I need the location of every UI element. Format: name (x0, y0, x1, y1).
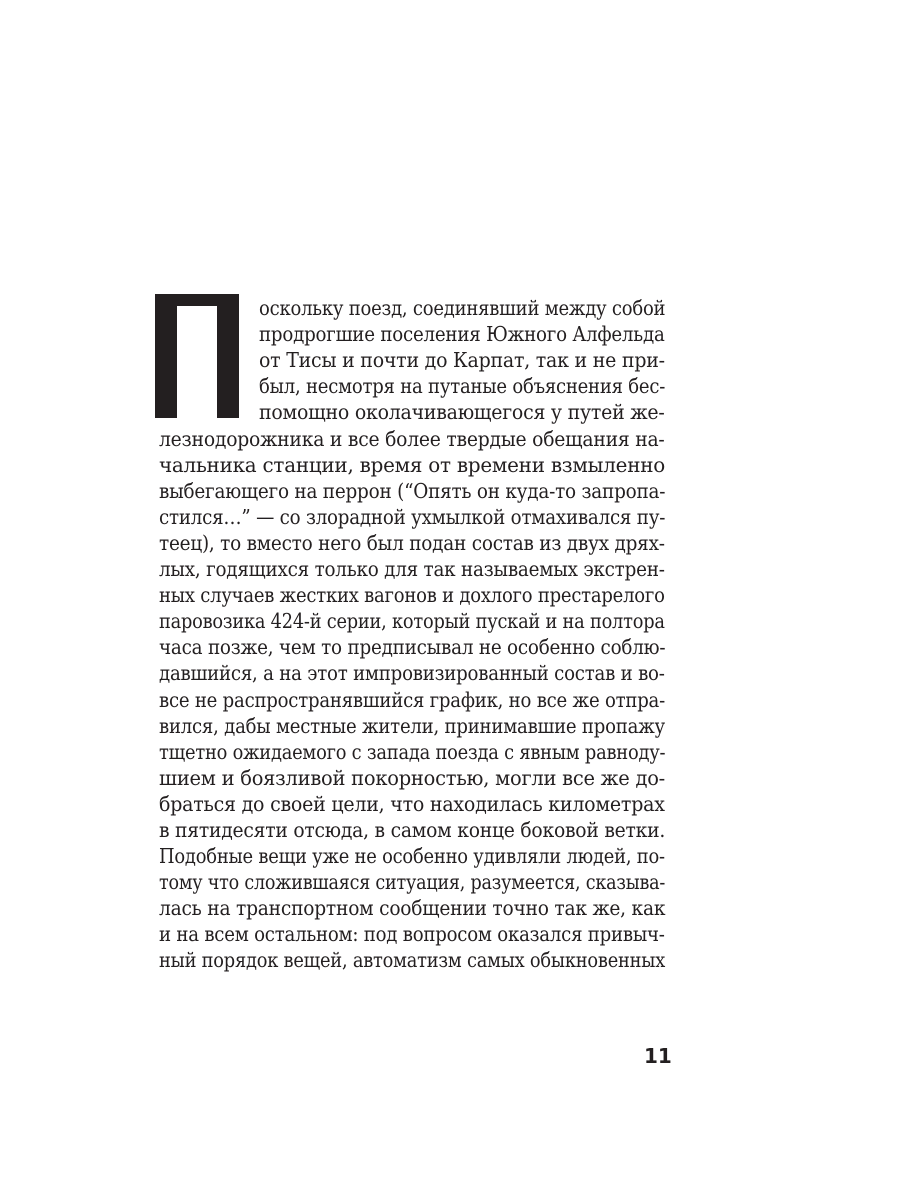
text-line: лых, годящихся только для так называемых экстрен- (159, 557, 665, 581)
drop-cap-glyph (155, 294, 239, 418)
text-line: все не распространявшийся график, но все же отпра- (159, 688, 665, 712)
text-line: в пятидесяти отсюда, в самом конце боковой ветки. (159, 818, 666, 842)
text-line: помощно околачивающегося у путей же- (259, 400, 665, 424)
text-line: шием и боязливой покорностью, могли все же до- (159, 766, 666, 790)
text-line: лась на транспортном сообщении точно так же, как (159, 896, 666, 920)
text-line: оскольку поезд, соединявший между собой (259, 296, 666, 320)
text-line: давшийся, а на этот импровизированный состав и во- (159, 661, 665, 685)
text-line: и на всем остальном: под вопросом оказался привыч- (159, 922, 665, 946)
text-line: браться до своей цели, что находилась километрах (159, 792, 665, 816)
text-line: был, несмотря на путаные объяснения бес- (259, 374, 666, 398)
text-line: выбегающего на перрон (“Опять он куда-то запропа- (159, 479, 666, 503)
text-line: паровозика 424-й серии, который пускай и на полтора (159, 609, 665, 633)
text-line: тому что сложившаяся ситуация, разумеется, сказыва- (159, 870, 666, 894)
text-line: от Тисы и почти до Карпат, так и не при- (259, 348, 665, 372)
text-line: лезнодорожника и все более твердые обещания на- (159, 427, 665, 451)
text-line: часа позже, чем то предписывал не особенно соблю- (159, 635, 666, 659)
text-line: Подобные вещи уже не особенно удивляли людей, по- (159, 844, 665, 868)
text-line: ный порядок вещей, автоматизм самых обыкновенных (159, 948, 666, 972)
text-line: теец), то вместо него был подан состав из двух дрях- (159, 531, 665, 555)
text-line: чальника станции, время от времени взмыленно (159, 453, 665, 477)
text-line: вился, дабы местные жители, принимавшие пропажу (159, 714, 665, 738)
text-line: тщетно ожидаемого с запада поезда с явным равноду- (159, 740, 666, 764)
text-line: ных случаев жестких вагонов и дохлого престарелого (159, 583, 665, 607)
text-line: продрогшие поселения Южного Алфельда (259, 322, 665, 346)
drop-cap (155, 294, 239, 418)
page-number: 11 (644, 1044, 672, 1068)
text-line: стился…” — со злорадной ухмылкой отмахивался пу- (159, 505, 666, 529)
